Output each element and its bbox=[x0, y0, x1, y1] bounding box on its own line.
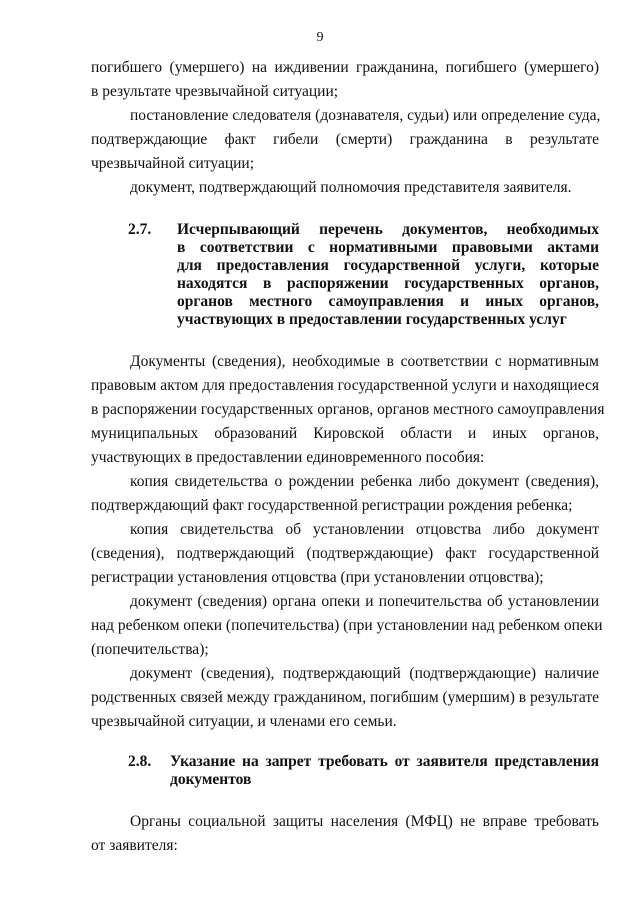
text-line: родственных связей между гражданином, погибшим (умершим) в результате bbox=[91, 689, 599, 706]
text-line: подтверждающие факт гибели (смерти) гражданина в результате bbox=[91, 131, 599, 148]
heading-line: документов bbox=[170, 771, 252, 788]
text-line: погибшего (умершего) на иждивении гражданина, погибшего (умершего) bbox=[91, 59, 599, 76]
text-line: над ребенком опеки (попечительства) (при установлении над ребенком опеки bbox=[91, 617, 603, 634]
heading-line: находятся в распоряжении государственных органов, bbox=[177, 275, 599, 292]
page-number: 9 bbox=[316, 30, 324, 45]
text-line: чрезвычайной ситуации, и членами его семьи. bbox=[91, 713, 397, 730]
text-line: постановление следователя (дознавателя, судьи) или определение суда, bbox=[130, 107, 601, 124]
section-number: 2.7. bbox=[128, 221, 152, 238]
text-line: документ (сведения), подтверждающий (подтверждающие) наличие bbox=[130, 665, 599, 682]
text-line: (сведения), подтверждающий (подтверждающие) факт государственной bbox=[91, 545, 599, 562]
text-line: копия свидетельства об установлении отцовства либо документ bbox=[130, 521, 599, 538]
heading-line: Исчерпывающий перечень документов, необходимых bbox=[177, 221, 599, 238]
heading-line: Указание на запрет требовать от заявителя представления bbox=[170, 753, 599, 770]
text-line: регистрации установления отцовства (при установлении отцовства); bbox=[91, 569, 544, 586]
text-line: документ (сведения) органа опеки и попечительства об установлении bbox=[130, 593, 599, 610]
text-line: Документы (сведения), необходимые в соответствии с нормативным bbox=[130, 353, 599, 370]
text-line: правовым актом для предоставления государственной услуги и находящиеся bbox=[91, 377, 599, 394]
text-line: участвующих в предоставлении единовременного пособия: bbox=[91, 449, 485, 466]
text-line: документ, подтверждающий полномочия представителя заявителя. bbox=[130, 179, 572, 196]
text-line: от заявителя: bbox=[91, 837, 178, 854]
text-line: Органы социальной защиты населения (МФЦ) не вправе требовать bbox=[130, 813, 599, 830]
text-line: подтверждающий факт государственной регистрации рождения ребенка; bbox=[91, 497, 573, 514]
heading-line: органов местного самоуправления и иных органов, bbox=[177, 293, 599, 310]
section-number: 2.8. bbox=[128, 753, 152, 770]
text-line: в распоряжении государственных органов, органов местного самоуправления bbox=[91, 401, 605, 418]
heading-line: участвующих в предоставлении государственных услуг bbox=[177, 311, 567, 328]
text-line: муниципальных образований Кировской области и иных органов, bbox=[91, 425, 599, 442]
heading-line: для предоставления государственной услуги, которые bbox=[177, 257, 599, 274]
text-line: (попечительства); bbox=[91, 641, 209, 658]
text-line: чрезвычайной ситуации; bbox=[91, 155, 255, 172]
heading-line: в соответствии с нормативными правовыми актами bbox=[177, 239, 599, 256]
text-line: в результате чрезвычайной ситуации; bbox=[91, 83, 339, 100]
text-line: копия свидетельства о рождении ребенка либо документ (сведения), bbox=[130, 473, 599, 490]
